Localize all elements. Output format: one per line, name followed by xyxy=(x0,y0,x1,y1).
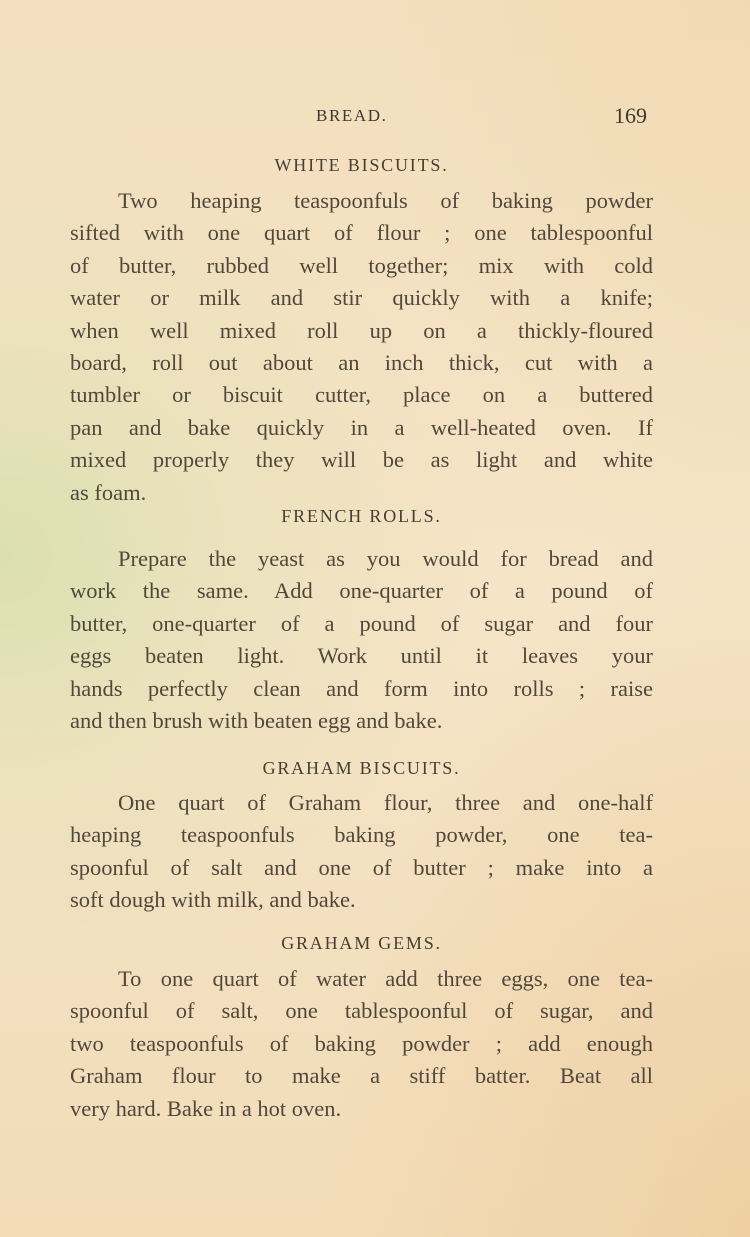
recipe-heading: FRENCH ROLLS. xyxy=(281,506,442,526)
text-line: board, roll out about an inch thick, cut with a xyxy=(70,350,653,376)
text-line: as foam. xyxy=(70,479,147,505)
recipe-heading: GRAHAM BISCUITS. xyxy=(262,758,461,778)
text-line: and then brush with beaten egg and bake. xyxy=(70,708,443,734)
text-line: mixed properly they will be as light and white xyxy=(70,447,653,473)
text-line: One quart of Graham flour, three and one-half xyxy=(118,790,653,815)
text-line: Prepare the yeast as you would for bread and xyxy=(118,546,653,571)
text-line: Graham flour to make a stiff batter. Beat all xyxy=(70,1063,653,1089)
text-line: hands perfectly clean and form into rolls ; raise xyxy=(70,675,653,701)
recipe-french-rolls xyxy=(70,506,653,737)
text-line: soft dough with milk, and bake. xyxy=(70,887,356,913)
text-line: heaping teaspoonfuls baking powder, one tea- xyxy=(70,822,653,848)
recipe-text xyxy=(70,963,653,1125)
text-line: work the same. Add one-quarter of a pound of xyxy=(70,578,653,604)
text-line: Two heaping teaspoonfuls of baking powder xyxy=(118,188,653,213)
recipe-graham-biscuits xyxy=(70,758,653,917)
text-line: pan and bake quickly in a well-heated oven. If xyxy=(70,414,653,440)
text-line: tumbler or biscuit cutter, place on a buttered xyxy=(70,382,653,408)
recipe-text xyxy=(70,185,653,509)
running-head-title: BREAD. xyxy=(316,106,388,125)
recipe-heading: WHITE BISCUITS. xyxy=(274,155,449,175)
text-line: two teaspoonfuls of baking powder ; add enough xyxy=(70,1030,653,1056)
text-line: spoonful of salt and one of butter ; make into a xyxy=(70,854,653,880)
text-line: butter, one-quarter of a pound of sugar and four xyxy=(70,610,653,636)
text-line: To one quart of water add three eggs, one tea- xyxy=(118,966,653,991)
recipe-graham-gems xyxy=(70,933,653,1125)
text-line: eggs beaten light. Work until it leaves your xyxy=(70,643,653,669)
running-head xyxy=(0,103,750,133)
recipe-heading: GRAHAM GEMS. xyxy=(281,933,442,953)
text-line: spoonful of salt, one tablespoonful of sugar, and xyxy=(70,998,653,1024)
text-line: of butter, rubbed well together; mix with cold xyxy=(70,252,653,278)
recipe-white-biscuits xyxy=(70,155,653,509)
text-line: very hard. Bake in a hot oven. xyxy=(70,1095,342,1121)
page-number: 169 xyxy=(614,103,647,128)
text-line: when well mixed roll up on a thickly-floured xyxy=(70,317,653,343)
recipe-text xyxy=(70,787,653,917)
text-line: water or milk and stir quickly with a knife; xyxy=(70,285,653,311)
recipe-text xyxy=(70,543,653,737)
text-line: sifted with one quart of flour ; one tablespoonful xyxy=(70,220,653,246)
